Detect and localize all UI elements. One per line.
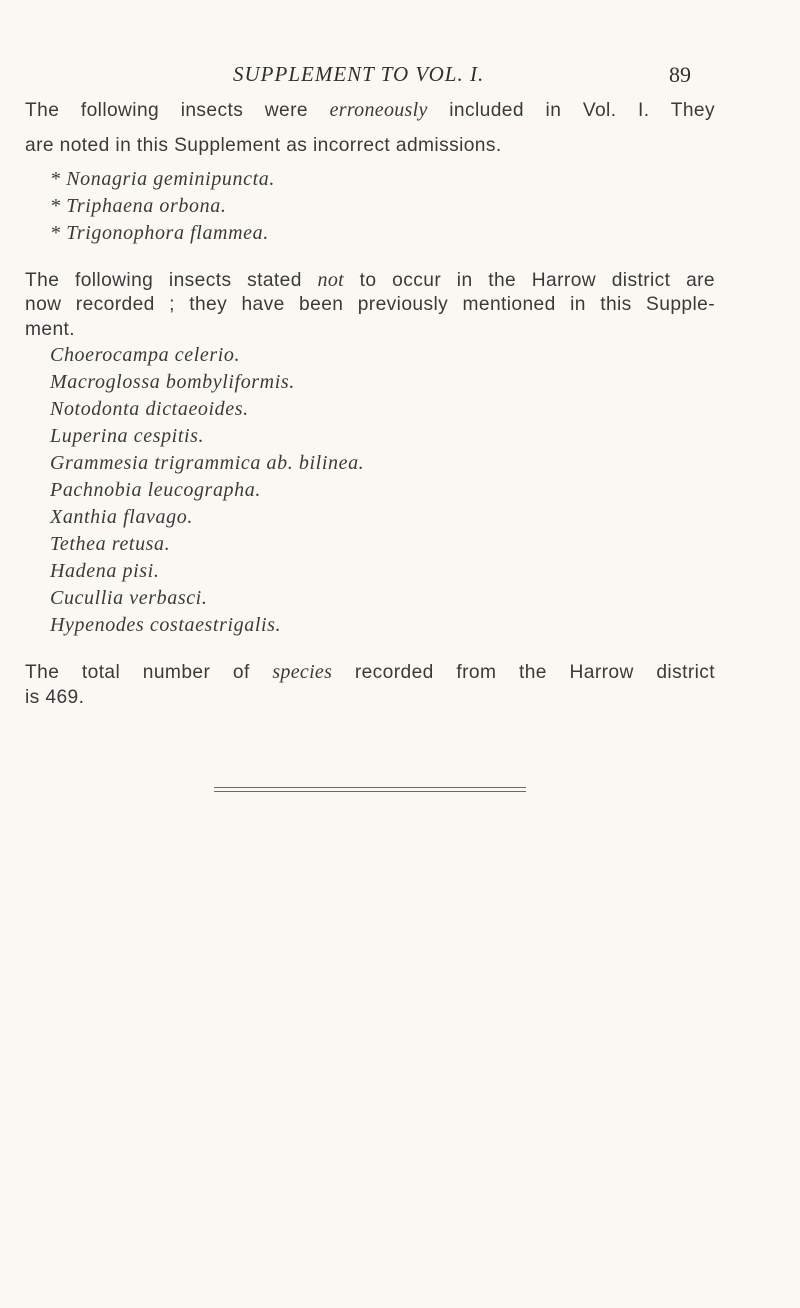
list-item: Tethea retusa. xyxy=(50,533,171,555)
emphasis-not: not xyxy=(317,269,344,291)
emphasis-erroneously: erroneously xyxy=(329,99,428,121)
list-item: Luperina cespitis. xyxy=(50,425,205,447)
divider-rule xyxy=(214,791,526,792)
list-item: Choerocampa celerio. xyxy=(50,344,241,366)
list-item: Cucullia verbasci. xyxy=(50,587,208,609)
list-item: Hadena pisi. xyxy=(50,560,160,582)
para2-line2: now recorded ; they have been previously mentioned in this Supple- xyxy=(25,294,715,315)
para3-line2: is 469. xyxy=(25,687,85,708)
list-item: * Trigonophora flammea. xyxy=(50,222,269,244)
running-header: SUPPLEMENT TO VOL. I. xyxy=(233,62,485,86)
para1-line1: The following insects were erroneously included in Vol. I. They xyxy=(25,99,715,121)
emphasis-species: species xyxy=(272,661,333,683)
para2-line3: ment. xyxy=(25,319,75,340)
list-item: * Triphaena orbona. xyxy=(50,195,227,217)
para2-line1: The following insects stated not to occur in the Harrow district are xyxy=(25,269,716,291)
para1-line2: are noted in this Supplement as incorrect admissions. xyxy=(25,135,502,156)
para3-line1: The total number of species recorded from the Harrow district xyxy=(25,661,715,683)
list-item: Xanthia flavago. xyxy=(50,506,193,528)
divider-rule xyxy=(214,787,526,788)
list-item: Notodonta dictaeoides. xyxy=(50,398,249,420)
list-item: Macroglossa bombyliformis. xyxy=(50,371,295,393)
list-item: Hypenodes costaestrigalis. xyxy=(50,614,282,636)
page-number: 89 xyxy=(669,62,691,87)
list-item: Pachnobia leucographa. xyxy=(50,479,261,501)
list-item: * Nonagria geminipuncta. xyxy=(50,168,275,190)
list-item: Grammesia trigrammica ab. bilinea. xyxy=(50,452,365,474)
